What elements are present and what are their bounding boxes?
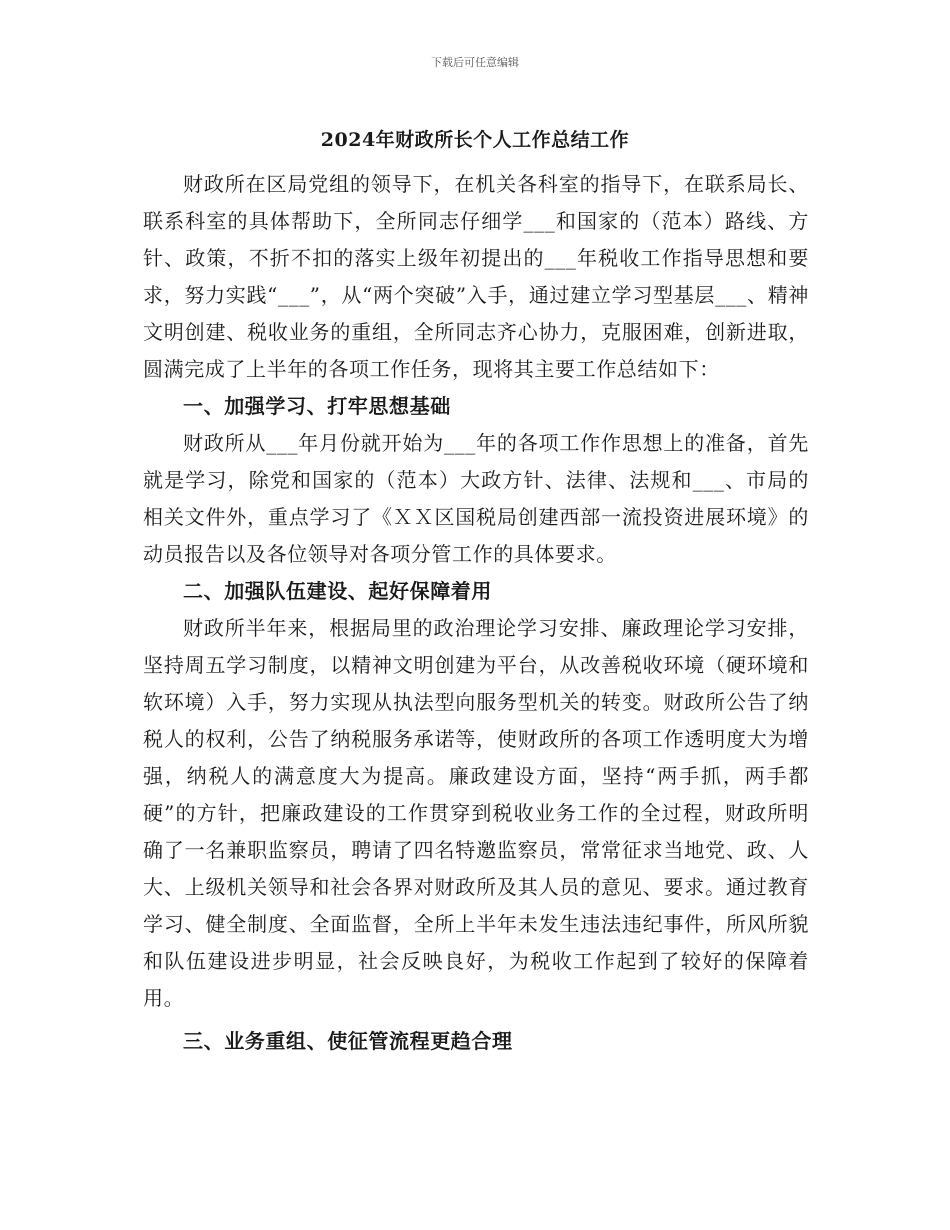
document-body <box>143 166 809 1060</box>
section-1-heading: 一、加强学习、打牢思想基础 <box>183 394 451 418</box>
document-title: 2024年财政所长个人工作总结工作 <box>320 129 630 151</box>
header-note: 下载后可任意编辑 <box>431 56 519 69</box>
section-2-heading: 二、加强队伍建设、起好保障着用 <box>183 579 492 603</box>
intro-paragraph: 财政所在区局党组的领导下，在机关各科室的指导下，在联系局长、联系科室的具体帮助下，全所同志仔细学___和国家的（范本）路线、方针、政策，不折不扣的落实上级年初提出的___年税收工作指导思想和要求，努力实践“___”，从“两个突破”入手，通过建立学习型基层___、精神文明创建、税收业务的重组，全所同志齐心协力，克服困难，创新进取，圆满完成了上半年的各项工作任务，现将其主要工作总结如下： <box>143 172 809 381</box>
section-3-heading: 三、业务重组、使征管流程更趋合理 <box>183 1029 513 1053</box>
section-1-paragraph: 财政所从___年月份就开始为___年的各项工作作思想上的准备，首先就是学习，除党和国家的（范本）大政方针、法律、法规和___、市局的相关文件外，重点学习了《ＸＸ区国税局创建西部一流投资进展环境》的动员报告以及各位领导对各项分管工作的具体要求。 <box>143 431 809 566</box>
section-2-paragraph: 财政所半年来，根据局里的政治理论学习安排、廉政理论学习安排，坚持周五学习制度，以精神文明创建为平台，从改善税收环境（硬环境和软环境）入手，努力实现从执法型向服务型机关的转变。财政所公告了纳税人的权利，公告了纳税服务承诺等，使财政所的各项工作透明度大为增强，纳税人的满意度大为提高。廉政建设方面，坚持“两手抓，两手都硬”的方针，把廉政建设的工作贯穿到税收业务工作的全过程，财政所明确了一名兼职监察员，聘请了四名特邀监察员，常常征求当地党、政、人大、上级机关领导和社会各界对财政所及其人员的意见、要求。通过教育学习、健全制度、全面监督，全所上半年未发生违法违纪事件，所风所貌和队伍建设进步明显，社会反映良好，为税收工作起到了较好的保障着用。 <box>143 616 809 1010</box>
